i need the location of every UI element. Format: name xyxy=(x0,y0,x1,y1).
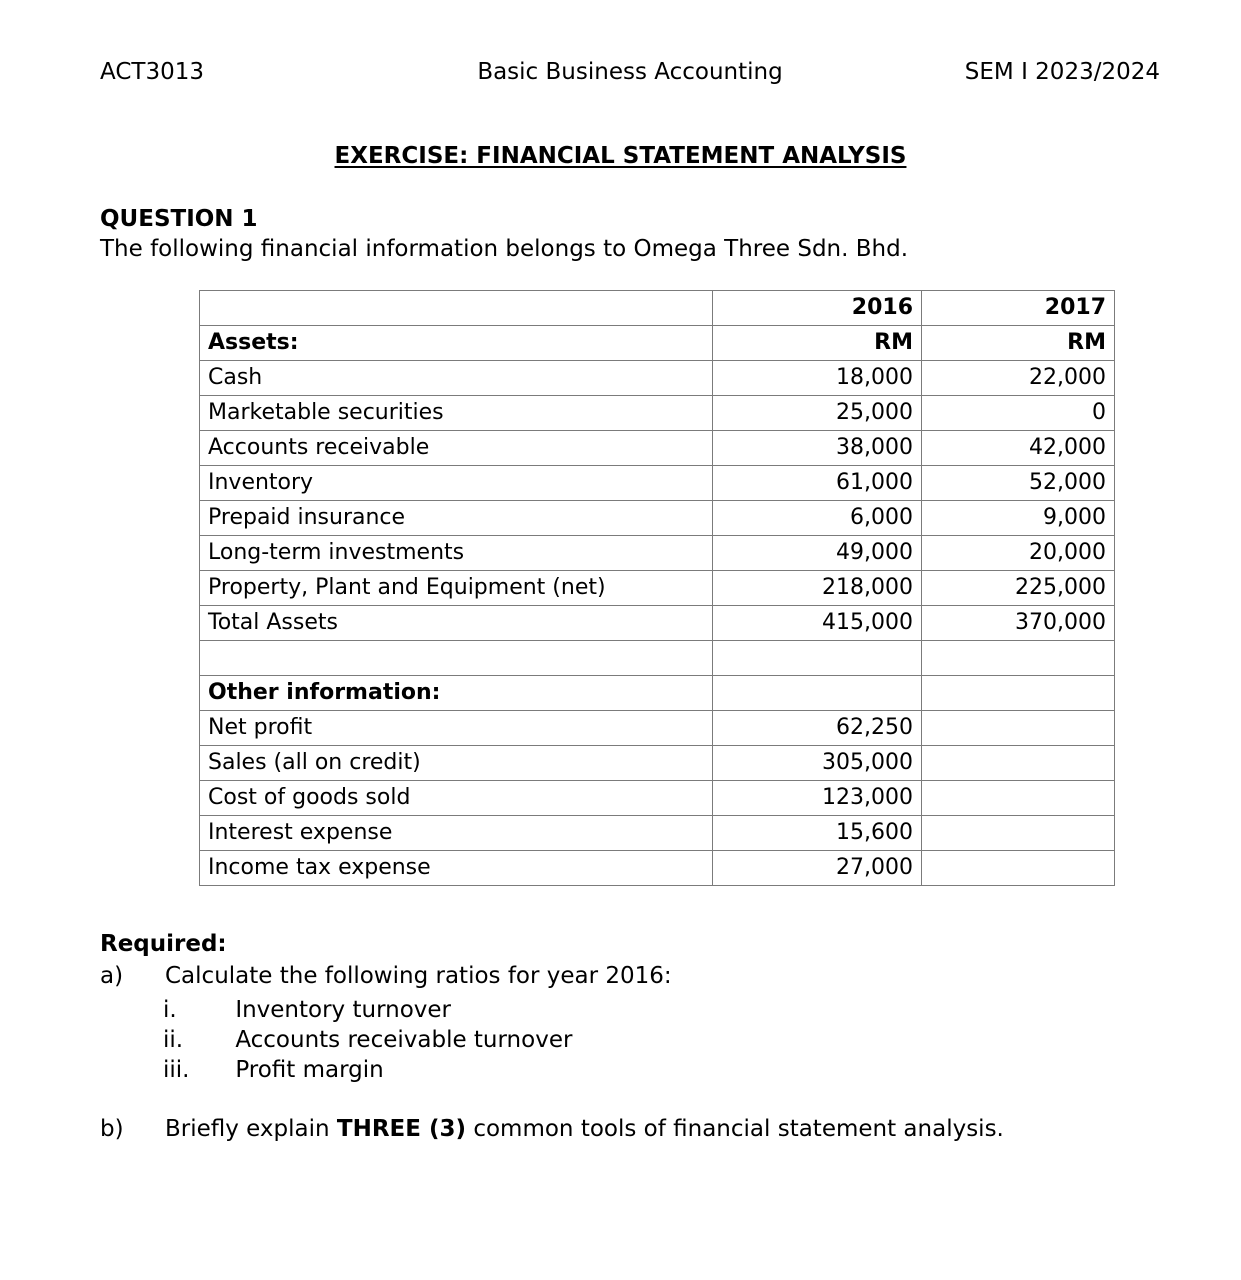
table-cell-2016: 49,000 xyxy=(713,536,922,571)
table-row-total-assets xyxy=(200,606,1115,641)
table-cell-label: Income tax expense xyxy=(200,851,713,886)
document-header xyxy=(100,58,1160,86)
table-row xyxy=(200,571,1115,606)
table-cell-2016: 15,600 xyxy=(713,816,922,851)
table-cell-label: Interest expense xyxy=(200,816,713,851)
table-row xyxy=(200,711,1115,746)
table-cell-2017 xyxy=(922,851,1115,886)
table-cell-2016: 25,000 xyxy=(713,396,922,431)
table-cell-2016: 62,250 xyxy=(713,711,922,746)
table-cell-2017: 42,000 xyxy=(922,431,1115,466)
item-b-marker: b) xyxy=(100,1116,124,1142)
table-row xyxy=(200,466,1115,501)
question-label: QUESTION 1 xyxy=(100,206,258,232)
table-cell-2017: 9,000 xyxy=(922,501,1115,536)
required-item-b xyxy=(100,1114,1004,1144)
table-cell-2016 xyxy=(713,676,922,711)
table-cell-2016: 6,000 xyxy=(713,501,922,536)
table-cell-2016: 38,000 xyxy=(713,431,922,466)
table-row xyxy=(200,326,1115,361)
sub-item-label: Accounts receivable turnover xyxy=(235,1027,573,1053)
table-row xyxy=(200,361,1115,396)
table-header-row xyxy=(200,291,1115,326)
table-row xyxy=(200,746,1115,781)
table-cell-2016 xyxy=(713,641,922,676)
table-cell-2016: 27,000 xyxy=(713,851,922,886)
table-cell-2017: 225,000 xyxy=(922,571,1115,606)
question-intro: The following financial information belongs to Omega Three Sdn. Bhd. xyxy=(100,236,909,262)
table-cell-2016: RM xyxy=(713,326,922,361)
table-cell-2017 xyxy=(922,676,1115,711)
item-b-text-after: common tools of financial statement analysis. xyxy=(466,1116,1004,1142)
list-item xyxy=(163,1025,572,1055)
column-header-2016: 2016 xyxy=(713,291,922,326)
table-cell-label: Accounts receivable xyxy=(200,431,713,466)
table-cell-2016: 218,000 xyxy=(713,571,922,606)
table-row xyxy=(200,536,1115,571)
table-cell-2016: 305,000 xyxy=(713,746,922,781)
table-row xyxy=(200,501,1115,536)
table-cell-2017: 370,000 xyxy=(922,606,1115,641)
table-row xyxy=(200,851,1115,886)
required-heading: Required: xyxy=(100,931,227,957)
table-cell-2017: 22,000 xyxy=(922,361,1115,396)
course-code: ACT3013 xyxy=(100,59,204,85)
table-cell-2017: RM xyxy=(922,326,1115,361)
table-cell-2017: 52,000 xyxy=(922,466,1115,501)
table-spacer-row xyxy=(200,641,1115,676)
financial-data-table xyxy=(199,290,1115,886)
sub-item-label: Inventory turnover xyxy=(235,997,451,1023)
table-cell-2017 xyxy=(922,746,1115,781)
table-cell-label xyxy=(200,291,713,326)
table-cell-label: Total Assets xyxy=(200,606,713,641)
exercise-title: EXERCISE: FINANCIAL STATEMENT ANALYSIS xyxy=(334,143,907,169)
item-a-text: Calculate the following ratios for year 2016: xyxy=(165,963,672,989)
sub-item-label: Profit margin xyxy=(235,1057,384,1083)
table-row xyxy=(200,431,1115,466)
table-cell-2017: 0 xyxy=(922,396,1115,431)
table-row-other-information xyxy=(200,676,1115,711)
item-b-text xyxy=(165,1114,1004,1144)
table-cell-label: Inventory xyxy=(200,466,713,501)
table-row xyxy=(200,396,1115,431)
table-cell-2017: 20,000 xyxy=(922,536,1115,571)
item-b-text-before: Briefly explain xyxy=(165,1116,337,1142)
sub-item-numeral: i. xyxy=(163,997,177,1023)
table-cell-label: Prepaid insurance xyxy=(200,501,713,536)
item-a-marker: a) xyxy=(100,963,124,989)
course-title: Basic Business Accounting xyxy=(477,59,783,85)
table-cell-label: Assets: xyxy=(200,326,713,361)
table-cell-label: Property, Plant and Equipment (net) xyxy=(200,571,713,606)
sub-item-numeral: iii. xyxy=(163,1057,190,1083)
table-cell-2016: 61,000 xyxy=(713,466,922,501)
semester-label: SEM I 2023/2024 xyxy=(964,59,1160,85)
table-cell-label: Cost of goods sold xyxy=(200,781,713,816)
table-cell-label: Sales (all on credit) xyxy=(200,746,713,781)
table-cell-label: Marketable securities xyxy=(200,396,713,431)
table-cell-label: Long-term investments xyxy=(200,536,713,571)
column-header-2017: 2017 xyxy=(922,291,1115,326)
table-cell-2017 xyxy=(922,781,1115,816)
table-row xyxy=(200,781,1115,816)
table-body xyxy=(200,291,1115,886)
table-cell-2016: 415,000 xyxy=(713,606,922,641)
table-cell-label: Net profit xyxy=(200,711,713,746)
item-b-emphasis: THREE (3) xyxy=(336,1116,467,1142)
table-row xyxy=(200,816,1115,851)
table-cell-label xyxy=(200,641,713,676)
sub-item-numeral: ii. xyxy=(163,1027,184,1053)
table-cell-2017 xyxy=(922,816,1115,851)
list-item xyxy=(163,1055,572,1085)
table-cell-2016: 123,000 xyxy=(713,781,922,816)
table-cell-2017 xyxy=(922,641,1115,676)
list-item xyxy=(163,995,572,1025)
table-cell-2016: 18,000 xyxy=(713,361,922,396)
table-cell-2017 xyxy=(922,711,1115,746)
required-item-a xyxy=(100,961,672,991)
ratio-sub-list xyxy=(163,995,572,1085)
table-cell-label: Other information: xyxy=(200,676,713,711)
table-cell-label: Cash xyxy=(200,361,713,396)
